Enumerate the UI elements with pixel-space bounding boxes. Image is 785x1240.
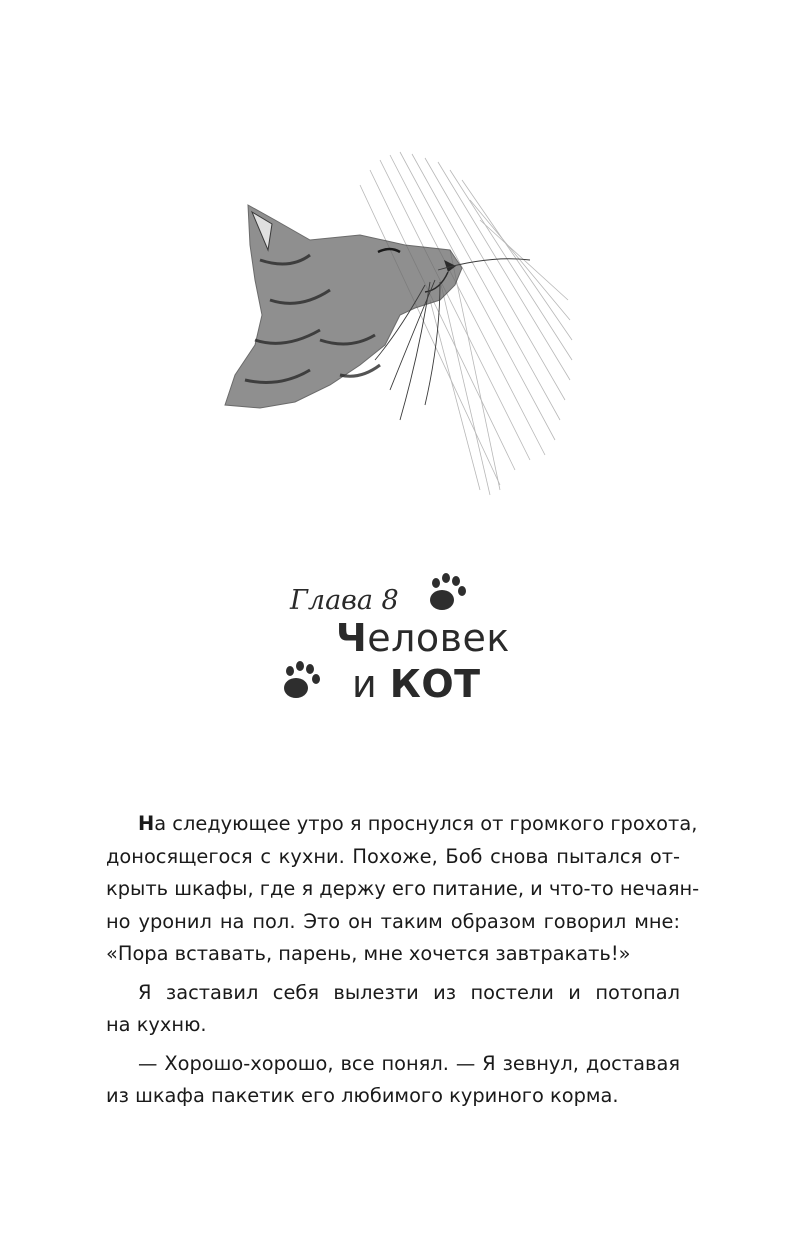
chapter-number: Глава 8 xyxy=(290,585,399,616)
chapter-title-bold-word: КОТ xyxy=(389,662,481,706)
chapter-title-line-1 xyxy=(336,616,510,660)
paragraph-1-line-5: «Пора вставать, парень, мне хочется завтракать!» xyxy=(106,942,631,965)
chapter-title-line-2 xyxy=(352,662,481,706)
paragraph-2-line-1: Я заставил себя вылезти из постели и потопал xyxy=(138,980,680,1004)
paragraph-2-line-2: на кухню. xyxy=(106,1013,207,1036)
chapter-title-word: еловек xyxy=(367,616,510,660)
paragraph-1-line-4: но уронил на пол. Это он таким образом говорил мне: xyxy=(106,909,680,933)
chapter-title-initial: Ч xyxy=(336,616,368,660)
paragraph-1-line-1 xyxy=(106,808,698,841)
paw-print-icon xyxy=(280,660,324,702)
paragraph-3-line-1: — Хорошо-хорошо, все понял. — Я зевнул, доставая xyxy=(138,1051,680,1075)
cat-illustration xyxy=(200,140,600,520)
paragraph-1-line-2: доносящегося с кухни. Похоже, Боб снова пытался от- xyxy=(106,844,680,868)
paw-print-icon xyxy=(426,572,470,614)
chapter-title-conjunction: и xyxy=(352,662,390,706)
paragraph-1-line-3: крыть шкафы, где я держу его питание, и что-то нечаян- xyxy=(106,877,700,900)
paragraph-initial: Н xyxy=(138,812,155,835)
paragraph-3-line-2: из шкафа пакетик его любимого куриного корма. xyxy=(106,1084,619,1107)
text-span: а следующее утро я проснулся от громкого грохота, xyxy=(154,812,698,835)
body-text xyxy=(106,808,700,1113)
